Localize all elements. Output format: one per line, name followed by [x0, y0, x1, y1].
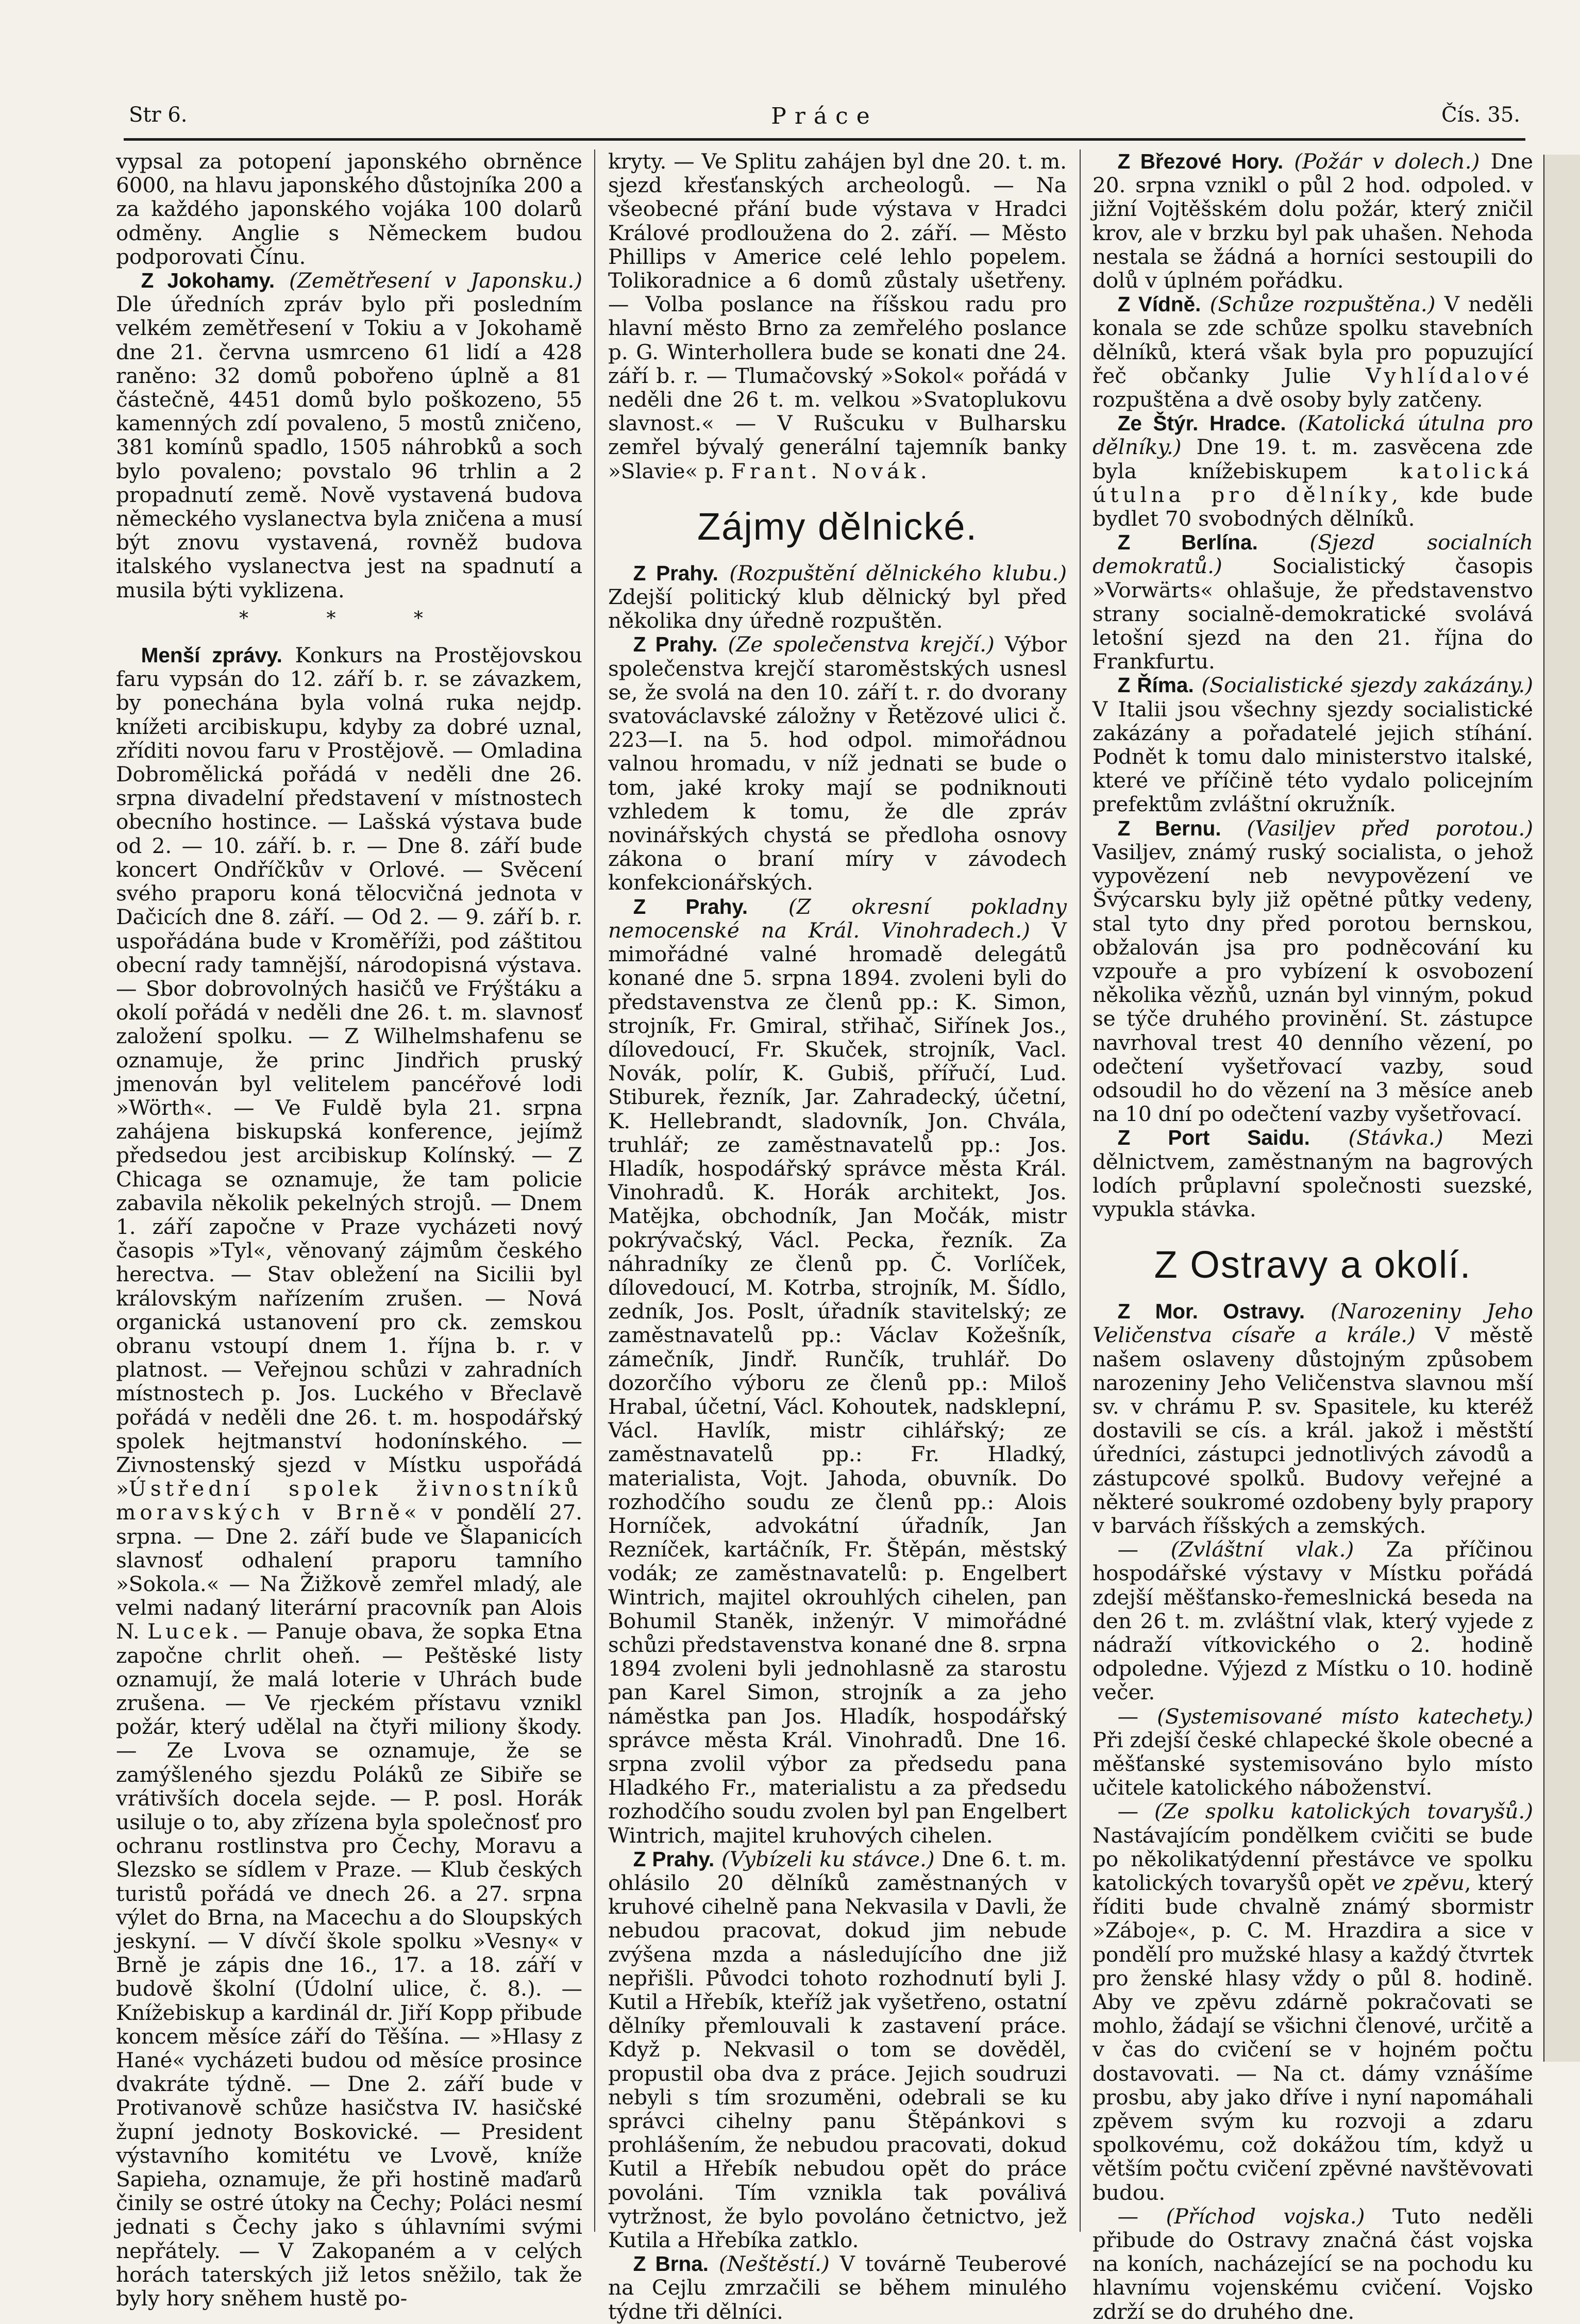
article-styr-hradec	[1092, 411, 1533, 530]
article-praha-4	[608, 1847, 1067, 2252]
article-praha-2	[608, 632, 1067, 894]
article-text: Zdejší politický klub dělnický byl před několika dny úředně rozpuštěn.	[608, 584, 1067, 633]
article-paragraph: kryty. — Ve Splitu zahájen byl dne 20. t. m. sjezd křesťanských archeologů. — Na všeobecné přání bude výstava v Hradci Králové prodloužena do 2. září. — Město Phillips v Americe celé lehlo popelem. Tolikoradnice a 6 domů zůstaly ušetřeny. — Volba poslance na říšskou radu pro hlavní město Brno za zemřelého poslance p. G. Winterhollera bude se konati dne 24. září b. r. — Tlumačovský »Sokol« pořádá v neděli dne 26 t. m. velkou »Svatoplukovu slavnost.« — V Rušcuku v Bulharsku zemřel bývalý generální tajemník banky »Slavie« p. Frant. Novák.	[608, 149, 1067, 483]
column-divider	[594, 149, 595, 2232]
article-praha-3	[608, 895, 1067, 1847]
dateline: Z Berlína.	[1117, 530, 1258, 555]
article-text: kryty. — Ve Splitu zahájen byl dne 20. t. m. sjezd křesťanských archeologů. — Na všeobecné přání bude výstava v Hradci Králové prodloužena do 2. září. — Město Phillips v Americe celé lehlo popelem. Tolikoradnice a 6 domů zůstaly ušetřeny. — Volba poslance na říšskou radu pro hlavní město Brno za zemřelého poslance p. G. Winterhollera bude se konati dne 24. září b. r. — Tlumačovský »Sokol« pořádá v neděli dne 26 t. m. velkou »Svatoplukovu slavnost.« — V Rušcuku v Bulharsku zemřel bývalý generální tajemník banky »Slavie« p.	[608, 149, 1067, 483]
article-text: Socialistický časopis »Vorwärts« ohlašuje, že představenstvo strany socialně-demokratické svolává letošní sjezd na den 21. října do Frankfurtu.	[1092, 554, 1534, 674]
column-2	[608, 149, 1067, 2324]
dateline: Z Prahy.	[633, 894, 748, 918]
section-heading: Zájmy dělnické.	[697, 505, 978, 548]
article-subtitle: (Ze spolku katolických tovaryšů.)	[1154, 1799, 1533, 1824]
article-rim	[1092, 673, 1533, 816]
article-bern	[1092, 816, 1533, 1126]
article-text: Dne 20. srpna vznikl o půl 2 hod. odpoled. v jižní Vojtěšském dolu požár, který zničil krov, ale v brzku byl pak uhašen. Nehoda nestala se žádná a horníci sestoupili do dolů v úplném pořádku.	[1092, 149, 1533, 293]
article-journeymen: — (Ze spolku katolických tovaryšů.) Nastávajícím pondělkem cvičiti se bude po několikatýdenní přestávce ve spolku katolických tovaryšů opět ve zpěvu, který říditi bude chvalně známý sbormistr »Záboje«, p. C. M. Hrazdira a sice v pondělí pro mužské hlasy a každý čtvrtek pro ženské hlasy vždy o půl 8. hodině. Aby ve zpěvu zdárně pokračovati se mohlo, žádají se všichni členové, určitě a v čas do cvičení se v hojném počtu dostavovati. — Na ct. dámy vznášíme prosbu, aby jako dříve i nyní napomáhali zpěvem svým ku rozvoji a zdaru spolkovému, což dokážou tím, když u větším počtu cvičení zpěvné navštěvovati budou.	[1092, 1799, 1533, 2205]
article-text: rozpuštěna a dvě osoby byly zatčeny.	[1092, 387, 1483, 412]
column-divider	[1080, 149, 1081, 2232]
dateline: Z Březové Hory.	[1117, 149, 1284, 173]
dateline: Z Říma.	[1117, 673, 1194, 697]
article-text: Konkurs na Prostějovskou faru vypsán do 12. září b. r. se závazkem, by ponechána byla volná ruka nejdp. knížeti arcibiskupu, kdyby za dobré uznal, zříditi novou faru v Prostějově. — Omladina Dobromělická pořádá v neděli dne 26. srpna divadelní představení v místnostech obecního hostince. — Lašská výstava bude od 2. — 10. září. b. r. — Dne 8. září bude koncert Ondříčkův v Orlové. — Svěcení svého praporu koná tělocvičná jednota v Dačicích dne 8. září. — Od 2. — 9. září b. r. uspořádána bude v Kroměříži, pod záštitou obecní rady tamnější, národopisná výstava. — Sbor dobrovolných hasičů ve Frýštáku a okolí pořádá v neděli dne 26. t. m. slavnosť založení spolku. — Z Wilhelmshafenu se oznamuje, že princ Jindřich pruský jmenován byl velitelem pancéřové lodi »Wörth«. — Ve Fuldě byla 21. srpna zahájena biskupská konference, jejímž předsedou jest arcibiskup Kolínský. — Z Chicaga se oznamuje, že tam policie zabavila několik pekelných strojů. — Dnem 1. září započne v Praze vycházeti nový časopis »Tyl«, věnovaný zájmům českého herectva. — Stav obležení na Sicilii byl královským nařízením zrušen. — Nová organická ustanovení pro ck. zemskou obranu vstoupí dnem 1. října b. r. v platnost. — Veřejnou schůzi v zahradních místnostech p. Jos. Luckého v Břeclavě pořádá v neděli dne 26. t. m. hospodářský spolek hejtmanství hodonínského. — Zivnostenský sjezd v Místku uspořádá »	[116, 643, 582, 1501]
issue-number: Čís. 35.	[1441, 103, 1520, 127]
newspaper-title: Práce	[771, 103, 878, 129]
dateline: Z Vídně.	[1117, 292, 1201, 316]
article-subtitle: (Sjezd socialních demokratů.)	[1092, 530, 1533, 579]
article-subtitle: (Narozeniny Jeho Veličenstva císaře a krále.)	[1092, 1299, 1534, 1348]
article-text: V Italii jsou všechny sjezdy socialistické zakázány a pořadatelé jejich stíhání. Podnět k tomu dalo ministerstvo italské, které ve příčině této vydalo policejním prefektům zvláštní okružník.	[1092, 696, 1533, 817]
article-berlin	[1092, 530, 1533, 673]
article-text: Dne 19. t. m. zasvěcena zde byla knížebiskupem	[1092, 434, 1533, 483]
article-subtitle: (Z okresní pokladny nemocenské na Král. Vinohradech.)	[608, 894, 1067, 943]
article-short-news	[116, 643, 582, 2310]
spaced-text: katolická útulna pro dělníky	[1092, 458, 1533, 507]
article-text: Nastávajícím pondělkem cvičiti se bude po několikatýdenní přestávce ve spolku katolických tovaryšů opět	[1092, 1823, 1533, 1896]
article-subtitle: (Příchod vojska.)	[1166, 2203, 1365, 2229]
person-name: Lucek	[147, 1619, 232, 1644]
article-text: V mimořádné valné hromadě delegátů konané dne 5. srpna 1894. zvoleni byli do představenstva ze členů pp.: K. Simon, strojník, Fr. Gmiral, střihač, Siřínek Jos., dílovedoucí, Fr. Skuček, strojník, Vacl. Novák, polír, K. Gubiš, přířučí, Lud. Stiburek, řezník, Jar. Zahradecký, účetní, K. Hellebrandt, sladovník, Jon. Chvála, truhlář; ze zaměstnavatelů pp.: Jos. Hladík, hospodářský správce města Král. Vinohradů. K. Horák architekt, Jos. Matějka, obchodník, Jan Močák, mistr pokrývačský, Václ. Pecka, řezník. Za náhradníky ze členů pp. Č. Vorlíček, dílovedoucí, M. Kotrba, strojník, M. Šídlo, zedník, Jos. Poslt, úřadník stavitelský; ze zaměstnavatelů pp.: Václav Kožešník, zámečník, Jindř. Runčík, truhlář. Do dozorčího výboru ze členů pp.: Miloš Hrabal, účetní, Václ. Kohoutek, nadsklepní, Václ. Havlík, mistr cihlářský; ze zaměstnavatelů pp.: Fr. Hladký, materialista, Vojt. Jahoda, obuvník. Do rozhodčího soudu ze členů pp.: Alois Horníček, advokátní úřadník, Jan Rezníček, kartáčník, Fr. Štěpán, městský vodák; ze zaměstnavatelů: p. Engelbert Wintrich, majitel okrouhlých cihelen, pan Bohumil Staněk, inženýr. V mimořádné schůzi představenstva konané dne 8. srpna 1894 zvoleni byli jednohlasně za starostu pan Karel Simon, strojník a za jeho náměstka pan Jos. Hladík, hospodářský správce města Král. Vinohradů. Dne 16. srpna zvolil výbor za předsedu pana Hladkého Fr., materialistu a za předsedu rozhodčího soudu zvolen byl pan Engelbert Wintrich, majitel kruhových cihelen.	[608, 917, 1067, 1848]
column-3	[1092, 149, 1534, 2324]
article-text: Dne 6. t. m. ohlásilo 20 dělníků zaměstnaných v kruhové cihelně pana Nekvasila v Davli, že nebudou pracovat, dokud jim nebude zvýšena mzda a následujícího dne již nepřišli. Původci tohoto rozhodnutí byli J. Kutil a Hřebík, kteříž jak vyšetřeno, ostatní dělníky přemlouvali k zastavení práce. Když p. Nekvasil o tom se dověděl, propustil oba dva z práce. Jejich soudruzi nebyli s tím srozuměni, odebrali se ku správci cihelny panu Štěpánkovi s prohlášením, že nebudou pracovati, dokud Kutil a Hřebík nebudou opět do práce povoláni. Tím vznikla tak poválivá vytržnost, že bylo povoláno četnictvo, jež Kutila a Hřebíka zatklo.	[608, 1846, 1067, 2253]
section-separator: * * *	[239, 608, 459, 629]
spaced-text: Ústřední spolek živnostníků moravských v Brně	[116, 1476, 582, 1525]
article-subtitle: (Ze společenstva krejčí.)	[728, 632, 995, 657]
article-text: , kde bude bydlet 70 svobodných dělníků.	[1092, 482, 1533, 531]
article-praha-1	[608, 561, 1067, 633]
article-mor-ostrava	[1092, 1299, 1533, 1537]
dateline: Z Mor. Ostravy.	[1117, 1299, 1305, 1324]
dateline: Z Prahy.	[633, 632, 718, 657]
article-text: Za příčinou hospodářské výstavy v Místku pořádá zdejší měšťansko-řemeslnická beseda na den 26 t. m. zvláštní vlak, který vyjede z nádraží vítkovického o 2. hodině odpoledne. Výjezd z Místku o 10. hodině večer.	[1092, 1537, 1533, 1705]
header-rule	[124, 138, 1525, 141]
article-text: Při zdejší české chlapecké škole obecné a měšťanské systemisováno bylo místo učitele katolického náboženství.	[1092, 1727, 1534, 1800]
page-number: Str 6.	[129, 103, 188, 127]
page-header	[129, 103, 1520, 134]
dateline: Z Jokohamy.	[141, 269, 275, 293]
article-subtitle: (Stávka.)	[1348, 1125, 1443, 1150]
adjacent-page-edge	[1543, 155, 1580, 2062]
article-troops: — (Příchod vojska.) Tuto neděli přibude do Ostravy značná část vojska na koních, nacházející se na pochodu ku hlavnímu vojenskému cvičení. Vojsko zdrží se do druhého dne.	[1092, 2203, 1534, 2324]
article-text: V neděli konala se zde schůze spolku stavebních dělníků, která však byla pro popuzující řeč občanky Julie	[1092, 292, 1533, 388]
article-brezova-hora	[1092, 149, 1533, 292]
article-text: V městě našem oslaveny důstojným způsobem narozeniny Jeho Veličenstva slavnou mší sv. v chrámu P. sv. Spasitele, ku kteréž dostavili se cís. a král. jakož i městští úředníci, zástupci jednotlivých závodů a zástupcové spolků. Budovy veřejné a některé soukromé ozdobeny byly prapory v barvách říšských a zemských.	[1092, 1323, 1533, 1538]
emphasis: ve zpěvu	[1371, 1870, 1465, 1896]
article-subtitle: (Socialistické sjezdy zakázány.)	[1201, 673, 1533, 698]
dateline: Z Port Saidu.	[1117, 1126, 1310, 1150]
article-subtitle: (Vasiljev před porotou.)	[1247, 815, 1534, 841]
dateline: Ze Štýr. Hradce.	[1117, 411, 1286, 436]
article-subtitle: (Schůze rozpuštěna.)	[1209, 292, 1436, 317]
dateline: Menší zprávy.	[141, 643, 282, 667]
article-special-train: — (Zvláštní vlak.) Za příčinou hospodářské výstavy v Místku pořádá zdejší měšťansko-řemeslnická beseda na den 26 t. m. zvláštní vlak, který vyjede z nádraží vítkovického o 2. hodině odpoledne. Výjezd z Místku o 10. hodině večer.	[1092, 1537, 1533, 1705]
article-text: Dle úředních zpráv bylo při posledním velkém zemětřesení v Tokiu a v Jokohamě dne 21. června usmrceno 61 lidí a 428 raněno: 32 domů pobořeno úplně a 81 částečně, 4451 domů bylo poškozeno, 55 kamenných zdí povaleno, 5 mostů zničeno, 381 komínů spadlo, 1505 náhrobků a soch bylo povaleno; povstalo 96 trhlin a 2 propadnutí země. Nově vystavená budova německého vyslanectva byla zničena a musí být znovu vystavená, rovněž budova italského vyslanectva jest na spadnutí a musila býti vyklizena.	[116, 292, 582, 603]
article-catechist: — (Systemisované místo katechety.) Při zdejší české chlapecké škole obecné a měšťanské systemisováno bylo místo učitele katolického náboženství.	[1092, 1703, 1534, 1800]
person-name: Frant. Novák	[731, 458, 920, 483]
section-heading: Z Ostravy a okolí.	[1154, 1243, 1472, 1286]
article-text: , který říditi bude chvalně známý sbormistr »Záboje«, p. C. M. Hrazdira a sice v pondělí pro mužské hlasy a každý čtvrtek pro ženské hlasy vždy o půl 8. hodině. Aby ve zpěvu zdárně pokračovati se mohlo, žádají se všichni členové, určitě a v čas do cvičení se v hojném počtu dostavovati. — Na ct. dámy vznášíme prosbu, aby jako dříve i nyní napomáhali zpěvem svým ku rozvoji a zdaru spolkovému, což dokážou tím, když u větším počtu cvičení zpěvné navštěvovati budou.	[1092, 1870, 1533, 2205]
article-subtitle: (Rozpuštění dělnického klubu.)	[729, 560, 1067, 586]
article-subtitle: (Systemisované místo katechety.)	[1157, 1703, 1534, 1729]
article-paragraph: vypsal za potopení japonského obrněnce 6000, na hlavu japonského důstojníka 200 a za každého japonského vojáka 100 dolarů odměny. Anglie s Německem budou podporovati Čínu.	[116, 149, 582, 269]
dateline: Z Prahy.	[633, 561, 718, 585]
article-subtitle: (Požár v dolech.)	[1294, 149, 1480, 174]
article-port-said	[1092, 1126, 1533, 1221]
article-text: Mezi dělnictvem, zaměstnaným na bagrových lodích průplavní společnosti suezské, vypukla stávka.	[1092, 1125, 1533, 1222]
article-text: V továrně Teuberové na Cejlu zmrzačili se během minulého týdne tři dělníci.	[608, 2251, 1067, 2324]
article-text: « v pondělí 27. srpna. — Dne 2. září bude ve Šlapanicích slavnosť odhalení praporu tamního »Sokola.« — Na Žižkově zemřel mladý, ale velmi nadaný literární pracovník pan Alois N.	[116, 1500, 582, 1644]
article-text: Tuto neděli přibude do Ostravy značná část vojska na koních, nacházející se na pochodu ku hlavnímu vojenskému cvičení. Vojsko zdrží se do druhého dne.	[1092, 2203, 1534, 2324]
column-1	[116, 149, 582, 2311]
article-jokohama	[116, 269, 582, 602]
article-subtitle: (Zemětřesení v Japonsku.)	[289, 268, 582, 293]
article-subtitle: (Neštěstí.)	[718, 2251, 830, 2277]
dateline: Z Brna.	[633, 2252, 709, 2276]
article-subtitle: (Zvláštní vlak.)	[1170, 1537, 1354, 1562]
article-brno	[608, 2252, 1067, 2323]
article-subtitle: (Katolická útulna pro dělníky.)	[1092, 411, 1533, 460]
article-subtitle: (Vybízeli ku stávce.)	[721, 1846, 935, 1871]
article-text: Vasiljev, známý ruský socialista, o jehož vypovězení neb nevypovězení ve Švýcarsku byly již opětné půtky vedeny, stal tyto dny před porotou bernskou, obžalován jsa pro podněcování ku vzpouře a pro vybízení k osvobození několika vězňů, uznán byl vinným, pokud se týče druhého provinění. St. zástupce navrhoval trest 40 denního vězení, po odečtení vyšetřovací vazby, soud odsoudil ho do vězení na 3 měsíce aneb na 10 dní po odečtení vazby vyšetřovací.	[1092, 839, 1533, 1127]
person-name: Vyhlídalové	[1366, 363, 1533, 388]
dateline: Z Bernu.	[1117, 816, 1221, 840]
article-text: . — Panuje obava, že sopka Etna započne chrlit oheň. — Peštěské listy oznamují, že malá loterie v Uhrách bude zrušena. — Ve rjeckém přístavu vznikl požár, který udělal na čtyři miliony škody. — Ze Lvova se oznamuje, že se zamýšleného sjezdu Poláků ze Sibiře se vrátivších docela sejde. — P. posl. Horák usiluje o to, aby zřízena byla společnosť pro ochranu rostlinstva pro Čechy, Moravu a Slezsko se sídlem v Praze. — Klub českých turistů pořádá ve dnech 26. a 27. srpna výlet do Brna, na Macechu a do Sloupských jeskyní. — V dívčí škole spolku »Vesny« v Brně je zápis dne 16., 17. a 18. září v budově školní (Údolní ulice, č. 8.). — Knížebiskup a kardinál dr. Jiří Kopp přibude koncem měsíce září do Těšína. — »Hlasy z Hané« vycházeti budou od měsíce prosince dvakráte týdně. — Dne 2. září bude v Protivanově schůze hasičstva IV. hasičské župní jednoty Boskovické. — President výstavního komitétu ve Lvově, kníže Sapieha, oznamuje, že při hostině maďarů činily se ostré útoky na Čechy; Poláci nesmí jednati s Čechy jako s úhlavními svými nepřátely. — V Zakopaném a v celých horách taterských již letos sněžilo, tak že byly hory sněhem hustě po-	[116, 1619, 582, 2311]
article-viden	[1092, 292, 1533, 411]
dateline: Z Prahy.	[633, 1847, 715, 1871]
article-text: Výbor společenstva krejčí staroměstských usnesl se, že svolá na den 10. září t. r. do dvorany svatováclavské záložny v Řetězové ulici č. 223—I. na 5. hod odpol. mimořádnou valnou hromadu, v níž jednati se bude o tom, jaké kroky mají se podniknouti vzhledem k tomu, že dle zpráv novinářských chystá se předloha osnovy zákona o braní míry v závodech konfekcionářských.	[608, 632, 1067, 895]
